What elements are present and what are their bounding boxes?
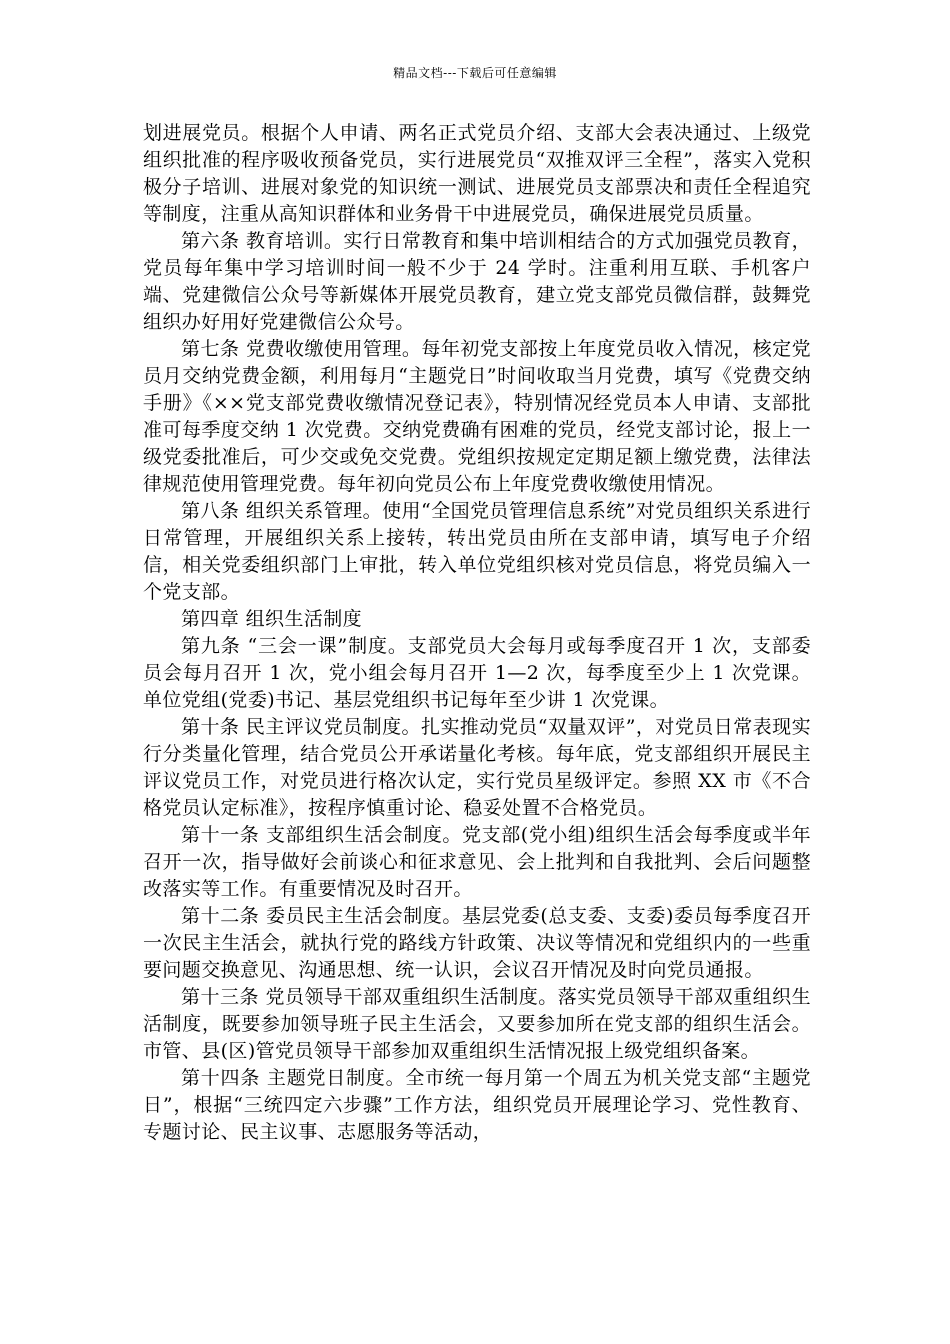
paragraph-article-10: 第十条 民主评议党员制度。扎实推动党员“双量双评”，对党员日常表现实行分类量化管理，结合党员公开承诺量化考核。每年底，党支部组织开展民主评议党员工作，对党员进行格次认定，实行党员星级评定。参照 XX 市《不合格党员认定标准》，按程序慎重讨论、稳妥处置不合格党员。 <box>143 716 811 819</box>
chapter-heading-4: 第四章 组织生活制度 <box>181 608 363 630</box>
paragraph-article-7: 第七条 党费收缴使用管理。每年初党支部按上年度党员收入情况，核定党员月交纳党费金额，利用每月“主题党日”时间收取当月党费，填写《党费交纳手册》《××党支部党费收缴情况登记表》，特别情况经党员本人申请、支部批准可每季度交纳 1 次党费。交纳党费确有困难的党员，经党支部讨论，报上一级党委批准后，可少交或免交党费。党组织按规定定期足额上缴党费，法律法律规范使用管理党费。每年初向党员公布上年度党费收缴使用情况。 <box>143 338 811 495</box>
paragraph-continuation: 划进展党员。根据个人申请、两名正式党员介绍、支部大会表决通过、上级党组织批准的程序吸收预备党员，实行进展党员“双推双评三全程”，落实入党积极分子培训、进展对象党的知识统一测试、进展党员支部票决和责任全程追究等制度，注重从高知识群体和业务骨干中进展党员，确保进展党员质量。 <box>143 122 811 225</box>
paragraph-article-6: 第六条 教育培训。实行日常教育和集中培训相结合的方式加强党员教育，党员每年集中学习培训时间一般不少于 24 学时。注重利用互联、手机客户端、党建微信公众号等新媒体开展党员教育，建立党支部党员微信群，鼓舞党组织办好用好党建微信公众号。 <box>143 230 811 333</box>
paragraph-article-14: 第十四条 主题党日制度。全市统一每月第一个周五为机关党支部“主题党日”，根据“三统四定六步骤”工作方法，组织党员开展理论学习、党性教育、专题讨论、民主议事、志愿服务等活动， <box>143 1067 811 1143</box>
paragraph-article-13: 第十三条 党员领导干部双重组织生活制度。落实党员领导干部双重组织生活制度，既要参加领导班子民主生活会，又要参加所在党支部的组织生活会。市管、县(区)管党员领导干部参加双重组织生活情况报上级党组织备案。 <box>143 986 811 1062</box>
paragraph-article-12: 第十二条 委员民主生活会制度。基层党委(总支委、支委)委员每季度召开一次民主生活会，就执行党的路线方针政策、决议等情况和党组织内的一些重要问题交换意见、沟通思想、统一认识，会议召开情况及时向党员通报。 <box>143 905 811 981</box>
paragraph-article-11: 第十一条 支部组织生活会制度。党支部(党小组)组织生活会每季度或半年召开一次，指导做好会前谈心和征求意见、会上批判和自我批判、会后问题整改落实等工作。有重要情况及时召开。 <box>143 824 811 900</box>
document-body <box>143 120 811 1146</box>
paragraph-article-9: 第九条 “三会一课”制度。支部党员大会每月或每季度召开 1 次，支部委员会每月召开 1 次，党小组会每月召开 1—2 次，每季度至少上 1 次党课。单位党组(党委)书记、基层党组织书记每年至少讲 1 次党课。 <box>143 635 811 711</box>
paragraph-article-8: 第八条 组织关系管理。使用“全国党员管理信息系统”对党员组织关系进行日常管理，开展组织关系上接转，转出党员由所在支部申请，填写电子介绍信，相关党委组织部门上审批，转入单位党组织核对党员信息，将党员编入一个党支部。 <box>143 500 811 603</box>
page-header: 精品文档---下载后可任意编辑 <box>393 66 557 80</box>
